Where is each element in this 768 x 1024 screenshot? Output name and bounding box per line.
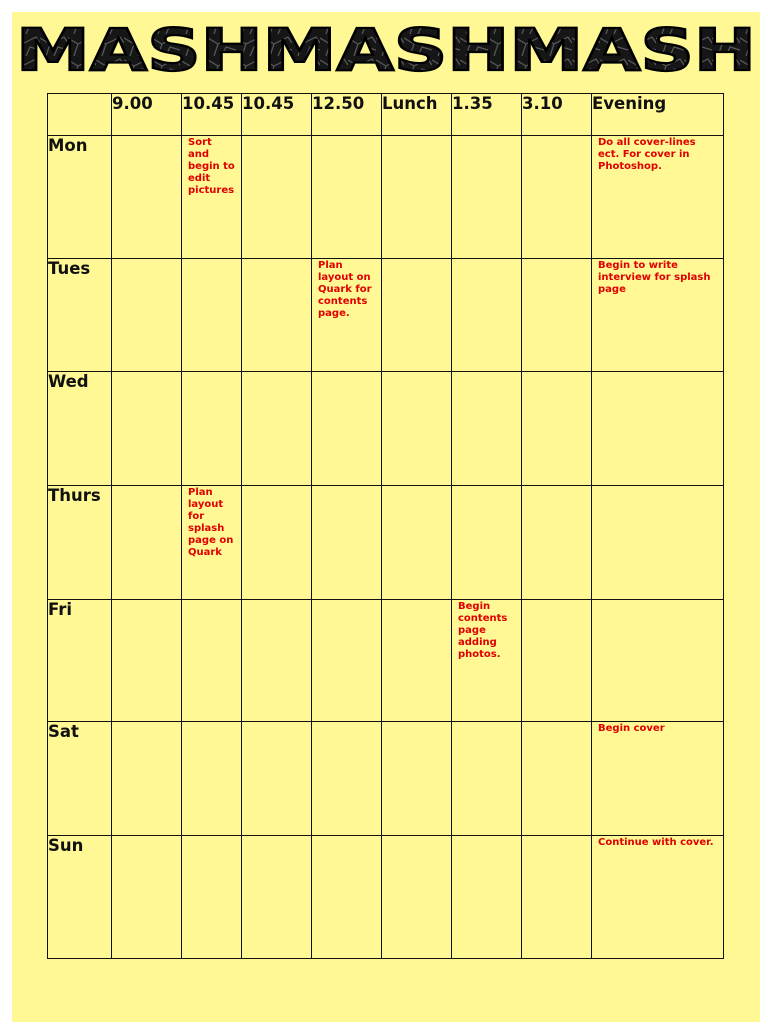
task-note [452, 486, 521, 487]
task-note [242, 372, 311, 373]
schedule-cell [382, 486, 452, 600]
day-label: Sat [48, 722, 112, 836]
schedule-cell [242, 486, 312, 600]
schedule-cell [522, 722, 592, 836]
task-note [592, 600, 723, 601]
task-note [452, 836, 521, 837]
schedule-cell [112, 722, 182, 836]
schedule-cell [182, 486, 242, 600]
schedule-cell [112, 136, 182, 259]
schedule-cell [382, 259, 452, 372]
schedule-cell [382, 722, 452, 836]
schedule-cell [452, 486, 522, 600]
day-label: Sun [48, 836, 112, 959]
task-note [112, 722, 181, 723]
schedule-table [47, 93, 724, 959]
task-note [522, 259, 591, 260]
day-row [48, 836, 724, 959]
schedule-cell [242, 722, 312, 836]
task-note [112, 372, 181, 373]
time-slot-header: 12.50 [312, 94, 382, 136]
task-note [382, 372, 451, 373]
task-note [112, 486, 181, 487]
task-note [312, 486, 381, 487]
task-note [382, 259, 451, 260]
day-label: Fri [48, 600, 112, 722]
task-note [522, 836, 591, 837]
day-row [48, 259, 724, 372]
task-note [312, 372, 381, 373]
task-note [182, 259, 241, 260]
day-row [48, 372, 724, 486]
time-slot-header: Evening [592, 94, 724, 136]
schedule-cell [452, 600, 522, 722]
task-note [182, 722, 241, 723]
day-label: Mon [48, 136, 112, 259]
schedule-cell [382, 372, 452, 486]
task-note [312, 136, 381, 137]
schedule-cell [592, 836, 724, 959]
schedule-cell [312, 136, 382, 259]
schedule-cell [452, 136, 522, 259]
task-note [242, 259, 311, 260]
banner-title: MASHMASHMASH [16, 16, 756, 78]
time-slot-header: Lunch [382, 94, 452, 136]
task-note [112, 136, 181, 137]
schedule-cell [382, 136, 452, 259]
day-label: Tues [48, 259, 112, 372]
schedule-cell [522, 136, 592, 259]
task-note [452, 722, 521, 723]
task-note [382, 486, 451, 487]
task-note [312, 722, 381, 723]
schedule-cell [242, 136, 312, 259]
task-note [382, 836, 451, 837]
schedule-cell [182, 136, 242, 259]
schedule-cell [312, 600, 382, 722]
day-row [48, 136, 724, 259]
task-note [112, 600, 181, 601]
time-slot-header: 3.10 [522, 94, 592, 136]
schedule-cell [522, 486, 592, 600]
task-note [592, 372, 723, 373]
task-note [452, 136, 521, 137]
task-note [242, 836, 311, 837]
schedule-cell [312, 259, 382, 372]
task-note [452, 259, 521, 260]
task-note: Begin contents page adding photos. [458, 601, 508, 660]
header-row [48, 94, 724, 136]
schedule-cell [312, 486, 382, 600]
task-note [382, 722, 451, 723]
schedule-cell [242, 372, 312, 486]
task-note [182, 836, 241, 837]
schedule-cell [112, 259, 182, 372]
header-corner [48, 94, 112, 136]
task-note [522, 722, 591, 723]
schedule-cell [242, 600, 312, 722]
day-label: Thurs [48, 486, 112, 600]
time-slot-header: 10.45 [182, 94, 242, 136]
schedule-cell [592, 259, 724, 372]
schedule-cell [312, 836, 382, 959]
task-note [592, 486, 723, 487]
title-banner [12, 12, 760, 78]
schedule-cell [452, 259, 522, 372]
task-note [242, 136, 311, 137]
task-note [522, 486, 591, 487]
schedule-cell [112, 372, 182, 486]
task-note [312, 600, 381, 601]
task-note [522, 136, 591, 137]
task-note [452, 372, 521, 373]
task-note [242, 486, 311, 487]
task-note: Do all cover-lines ect. For cover in Photoshop. [598, 137, 696, 172]
schedule-cell [522, 372, 592, 486]
day-row [48, 486, 724, 600]
schedule-cell [592, 600, 724, 722]
task-note [182, 372, 241, 373]
schedule-cell [112, 600, 182, 722]
schedule-cell [112, 486, 182, 600]
schedule-cell [452, 372, 522, 486]
schedule-cell [592, 486, 724, 600]
task-note: Begin to write interview for splash page [598, 260, 711, 295]
task-note [522, 372, 591, 373]
time-slot-header: 1.35 [452, 94, 522, 136]
task-note [112, 836, 181, 837]
task-note [242, 600, 311, 601]
day-row [48, 722, 724, 836]
schedule-cell [182, 836, 242, 959]
schedule-cell [312, 372, 382, 486]
schedule-cell [522, 836, 592, 959]
task-note [242, 722, 311, 723]
schedule-cell [112, 836, 182, 959]
schedule-cell [182, 600, 242, 722]
day-row [48, 600, 724, 722]
task-note [522, 600, 591, 601]
task-note: Continue with cover. [598, 837, 714, 848]
schedule-cell [452, 722, 522, 836]
day-label: Wed [48, 372, 112, 486]
schedule-cell [522, 600, 592, 722]
schedule-cell [522, 259, 592, 372]
time-slot-header: 10.45 [242, 94, 312, 136]
task-note: Begin cover [598, 723, 665, 734]
schedule-page [12, 12, 760, 1022]
schedule-cell [242, 836, 312, 959]
task-note: Plan layout on Quark for contents page. [318, 260, 372, 319]
schedule-cell [592, 136, 724, 259]
task-note [182, 600, 241, 601]
schedule-cell [182, 372, 242, 486]
schedule-cell [592, 722, 724, 836]
task-note: Sort and begin to edit pictures [188, 137, 235, 196]
task-note [112, 259, 181, 260]
task-note: Plan layout for splash page on Quark [188, 487, 234, 558]
schedule-cell [592, 372, 724, 486]
schedule-cell [382, 836, 452, 959]
schedule-cell [182, 722, 242, 836]
task-note [312, 836, 381, 837]
schedule-cell [452, 836, 522, 959]
time-slot-header: 9.00 [112, 94, 182, 136]
schedule-cell [182, 259, 242, 372]
schedule-cell [242, 259, 312, 372]
schedule-cell [312, 722, 382, 836]
task-note [382, 136, 451, 137]
task-note [382, 600, 451, 601]
schedule-cell [382, 600, 452, 722]
